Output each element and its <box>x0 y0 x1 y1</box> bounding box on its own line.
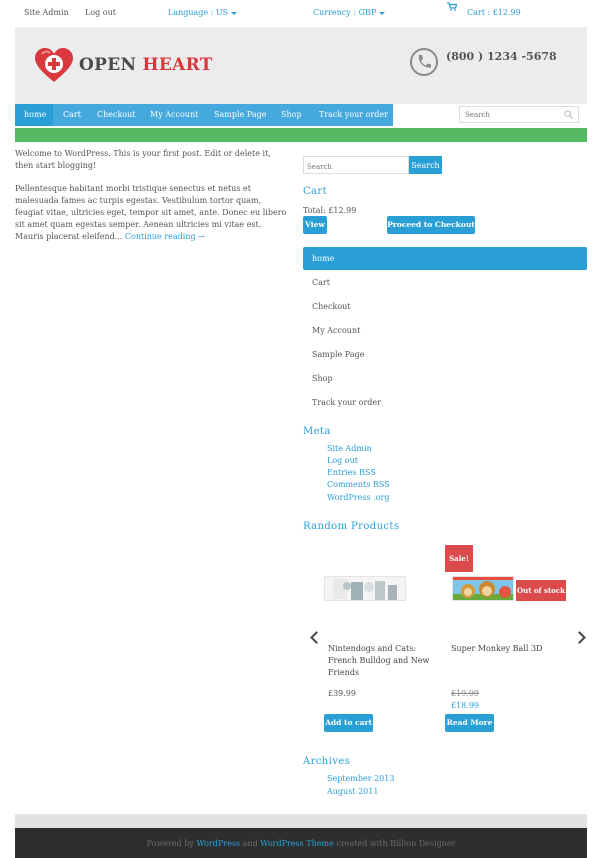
footer-powered-text: Powered by <box>146 839 194 848</box>
sidebar-menu-checkout[interactable]: Checkout <box>312 302 351 311</box>
archive-link-august-2011[interactable]: August 2011 <box>327 787 379 796</box>
language-select[interactable] <box>168 8 237 17</box>
add-to-cart-button[interactable]: Add to cart <box>324 714 373 732</box>
product-name-super-monkey-ball[interactable]: Super Monkey Ball 3D <box>451 644 543 653</box>
nav-item-home[interactable]: home <box>15 104 53 126</box>
read-more-button[interactable]: Read More <box>445 714 494 732</box>
continue-reading-link[interactable]: Continue reading → <box>124 232 205 241</box>
archives-title: Archives <box>303 756 351 767</box>
nav-item-checkout[interactable]: Checkout <box>97 110 136 119</box>
product-old-price-super-monkey-ball: £19.99 <box>451 689 479 698</box>
proceed-checkout-button[interactable]: Proceed to Checkout <box>387 216 475 234</box>
sidebar-menu-my-account[interactable]: My Account <box>312 326 361 335</box>
meta-link-wordpress-org[interactable]: WordPress .org <box>327 493 390 502</box>
sidebar-menu-cart[interactable]: Cart <box>312 278 330 287</box>
footer-wordpress-link[interactable]: WordPress <box>196 839 241 848</box>
logo-heart-text: HEART <box>142 55 213 75</box>
nav-item-cart[interactable]: Cart <box>63 110 81 119</box>
phone-icon <box>410 48 438 76</box>
site-logo-text[interactable] <box>79 55 213 75</box>
footer-and-text: and <box>242 839 258 848</box>
product-price-nintendogs: £39.99 <box>328 689 356 698</box>
nav-item-shop[interactable]: Shop <box>281 110 302 119</box>
phone-number: (800 ) 1234 -5678 <box>446 50 557 63</box>
meta-link-site-admin[interactable]: Site Admin <box>327 444 372 453</box>
sale-badge: Sale! <box>445 545 473 572</box>
logo-open-text: OPEN <box>79 55 137 75</box>
nav-item-sample-page[interactable]: Sample Page <box>214 110 267 119</box>
sidebar-search-input[interactable] <box>304 157 404 173</box>
currency-label: Currency : GBP <box>313 8 377 17</box>
random-products-title: Random Products <box>303 521 400 532</box>
cart-widget-title: Cart <box>303 186 328 197</box>
header-search-input[interactable] <box>460 107 560 122</box>
site-footer <box>15 828 587 858</box>
nav-item-track-order[interactable]: Track your order <box>319 110 388 119</box>
chevron-down-icon <box>379 12 385 15</box>
carousel-next-icon[interactable] <box>573 631 586 644</box>
sidebar-menu-sample-page[interactable]: Sample Page <box>312 350 365 359</box>
green-divider <box>15 128 587 142</box>
post-intro: Welcome to WordPress. This is your first post. Edit or delete it, then start blogging! <box>15 149 271 170</box>
site-header <box>15 27 587 104</box>
site-admin-link[interactable]: Site Admin <box>24 8 69 17</box>
product-image-nintendogs[interactable] <box>324 576 406 601</box>
sidebar-menu-track-order[interactable]: Track your order <box>312 398 381 407</box>
footer-created-text: created with Billion Designer <box>336 839 456 848</box>
out-of-stock-badge: Out of stock <box>516 580 566 601</box>
meta-link-entries-rss[interactable]: Entries RSS <box>327 468 376 477</box>
cart-icon[interactable] <box>447 2 457 13</box>
product-name-nintendogs[interactable]: Nintendogs and Cats: French Bulldog and New Friends <box>328 644 430 677</box>
meta-link-comments-rss[interactable]: Comments RSS <box>327 480 390 489</box>
cart-widget-total: Total: £12.99 <box>303 206 357 215</box>
main-nav <box>15 104 393 126</box>
chevron-down-icon <box>231 12 237 15</box>
post-excerpt-text: Pellentesque habitant morbi tristique senectus et netus et malesuada fames ac turpis egestas. Vestibulum tortor quam, feugiat vitae, ultricies eget, tempor sit amet, ante. Donec eu libero sit amet quam egestas semper. Aenean ultricies mi vitae est. Mauris placerat eleifend... <box>15 184 287 241</box>
archive-link-september-2013[interactable]: September 2013 <box>327 774 395 783</box>
logout-link[interactable]: Log out <box>85 8 116 17</box>
meta-widget-title: Meta <box>303 426 331 437</box>
carousel-prev-icon[interactable] <box>310 631 323 644</box>
currency-select[interactable] <box>313 8 385 17</box>
heart-logo-icon[interactable] <box>34 48 74 86</box>
sidebar-menu-shop[interactable]: Shop <box>312 374 333 383</box>
search-icon[interactable] <box>564 110 573 121</box>
post-excerpt <box>15 183 287 243</box>
footer-theme-link[interactable]: WordPress Theme <box>260 839 334 848</box>
sidebar-search-box <box>303 156 409 174</box>
sidebar-search-button[interactable]: Search <box>409 156 442 174</box>
nav-item-my-account[interactable]: My Account <box>150 110 199 119</box>
meta-link-logout[interactable]: Log out <box>327 456 358 465</box>
cart-total-link[interactable]: Cart : £12.99 <box>467 8 521 17</box>
product-sale-price-super-monkey-ball: £18.99 <box>451 701 479 710</box>
view-cart-button[interactable]: View <box>303 216 327 234</box>
sidebar-menu-home[interactable]: home <box>303 247 587 270</box>
footer-top-strip <box>15 814 587 828</box>
product-image-super-monkey-ball[interactable] <box>452 576 514 601</box>
language-label: Language : US <box>168 8 229 17</box>
header-search <box>459 106 579 123</box>
top-bar <box>0 0 600 27</box>
